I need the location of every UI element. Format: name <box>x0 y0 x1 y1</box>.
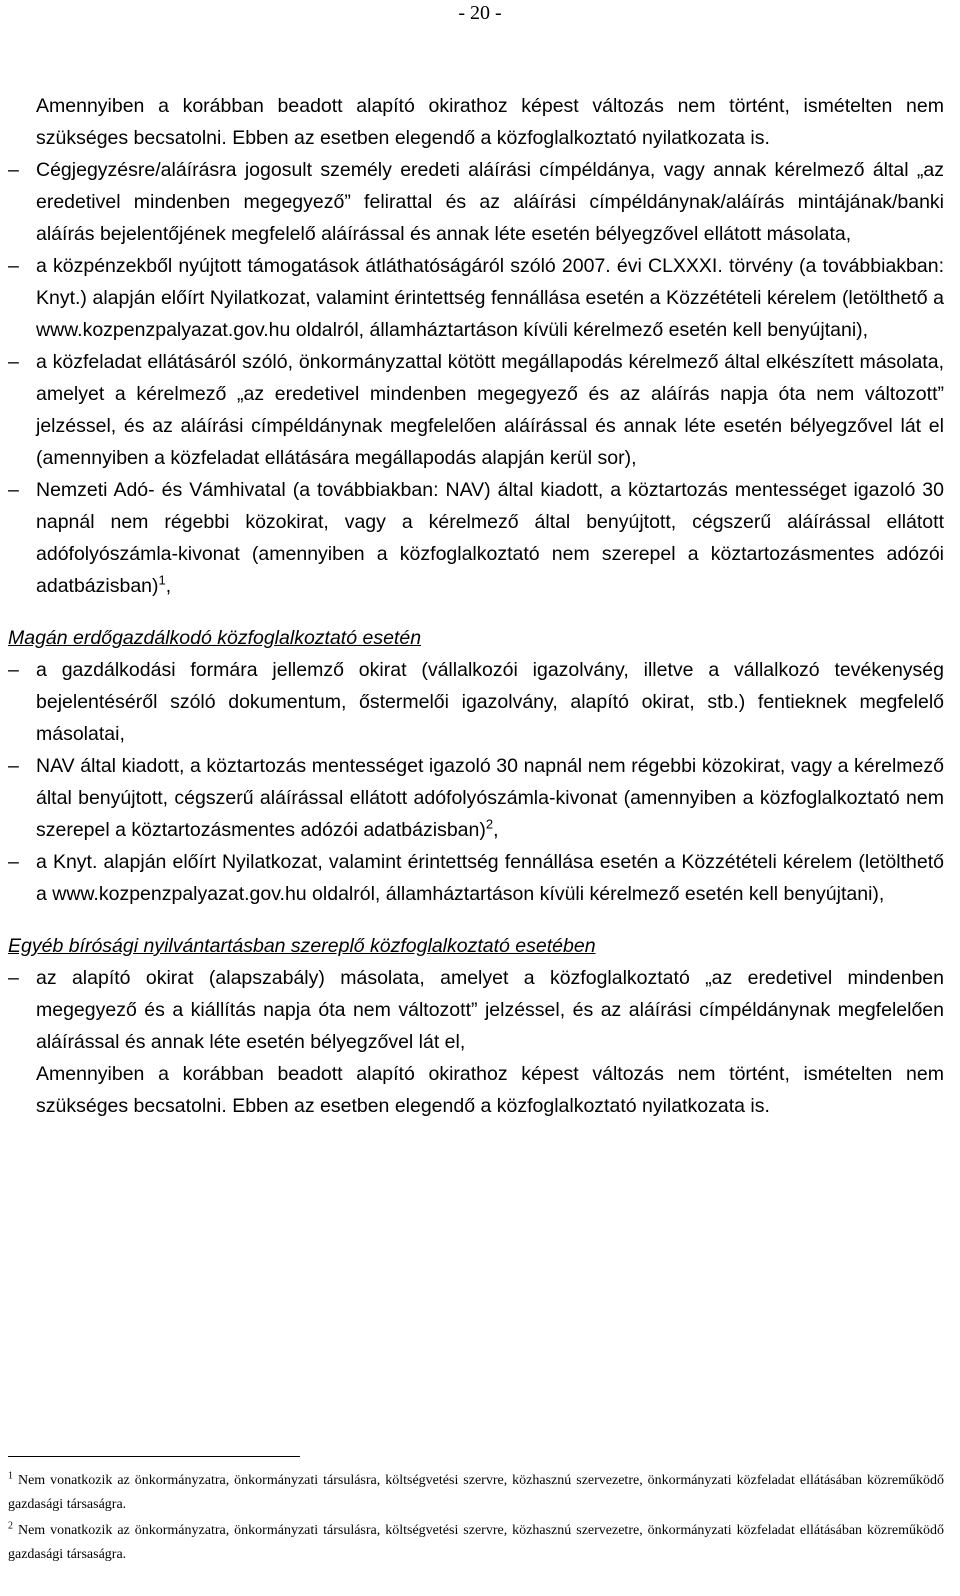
dash-bullet: – <box>8 159 19 181</box>
list-item-text: a közpénzekből nyújtott támogatások átláthatóságáról szóló 2007. évi CLXXXI. törvény (a továbbiakban: Knyt.) alapján előírt Nyilatkozat, valamint érintettség fennállása esetén a Közzétételi kérelem (letölthető a www.kozpenzpalyazat.gov.hu oldalról, államháztartáson kívüli kérelmező esetén kell benyújtani), <box>36 255 944 341</box>
section-list <box>8 962 944 1058</box>
footnotes <box>8 1456 944 1569</box>
dash-bullet: – <box>8 755 19 777</box>
page-number: - 20 - <box>458 2 502 24</box>
list-item-text: Cégjegyzésre/aláírásra jogosult személy eredeti aláírási címpéldánya, vagy annak kérelmező által „az eredetivel mindenben megegyező” felirattal és az aláírási címpéldánynak/aláírás mintájának/banki aláírás bejelentőjének megfelelő aláírással és annak léte esetén bélyegzővel ellátott másolata, <box>36 159 944 245</box>
list-item-text: NAV által kiadott, a köztartozás mentességet igazoló 30 napnál nem régebbi közokirat, vagy a kérelmező által benyújtott, cégszerű aláírással ellátott adófolyószámla-kivonat (amennyiben a közfoglalkoztató nem szerepel a köztartozásmentes adózói adatbázisban) <box>36 755 944 841</box>
footnote-ref[interactable]: 1 <box>158 572 166 588</box>
list-item <box>8 962 944 1058</box>
dash-bullet: – <box>8 659 19 681</box>
requirements-list <box>8 154 944 602</box>
footnote-separator <box>8 1456 300 1457</box>
list-item <box>8 346 944 474</box>
footnote-text: Nem vonatkozik az önkormányzatra, önkormányzati társulásra, költségvetési szervre, közhasznú szervezetre, önkormányzati közfeladat ellátásában közreműködő gazdasági társaságra. <box>8 1473 945 1512</box>
footnote-mark: 2 <box>8 1520 13 1532</box>
list-item <box>8 154 944 250</box>
footnote-ref[interactable]: 2 <box>485 816 494 832</box>
list-item <box>8 846 944 910</box>
section-heading: Magán erdőgazdálkodó közfoglalkoztató esetén <box>8 627 422 649</box>
closing-paragraph: Amennyiben a korábban beadott alapító okirathoz képest változás nem történt, ismételten nem szükséges becsatolni. Ebben az esetben elegendő a közfoglalkoztató nyilatkozata is. <box>36 1063 944 1117</box>
dash-bullet: – <box>8 351 19 373</box>
section-list <box>8 654 944 910</box>
list-item-text: az alapító okirat (alapszabály) másolata, amelyet a közfoglalkoztató „az eredetivel mindenben megegyező és a kiállítás napja óta nem változott” jelzéssel, és az aláírási címpéldánynak megfelelően aláírással és annak léte esetén bélyegzővel lát el, <box>36 967 944 1053</box>
list-item <box>8 474 944 602</box>
list-item <box>8 250 944 346</box>
document-body <box>8 90 944 1122</box>
list-item <box>8 654 944 750</box>
list-item-text: Nemzeti Adó- és Vámhivatal (a továbbiakban: NAV) által kiadott, a köztartozás mentességet igazoló 30 napnál nem régebbi közokirat, vagy a kérelmező által benyújtott, cégszerű aláírással ellátott adófolyószámla-kivonat (amennyiben a közfoglalkoztató nem szerepel a köztartozásmentes adózói adatbázisban) <box>36 479 944 597</box>
dash-bullet: – <box>8 255 19 277</box>
section-heading: Egyéb bírósági nyilvántartásban szereplő közfoglalkoztató esetében <box>8 935 596 957</box>
list-item-tail: , <box>165 575 172 597</box>
footnote <box>8 1469 944 1517</box>
list-item-text: a Knyt. alapján előírt Nyilatkozat, valamint érintettség fennállása esetén a Közzétételi kérelem (letölthető a www.kozpenzpalyazat.gov.hu oldalról, államháztartáson kívüli kérelmező esetén kell benyújtani), <box>36 851 944 905</box>
footnote-text: Nem vonatkozik az önkormányzatra, önkormányzati társulásra, költségvetési szervre, közhasznú szervezetre, önkormányzati közfeladat ellátásában közreműködő gazdasági társaságra. <box>8 1523 945 1562</box>
dash-bullet: – <box>8 967 19 989</box>
list-item-text: a közfeladat ellátásáról szóló, önkormányzattal kötött megállapodás kérelmező által elkészített másolata, amelyet a kérelmező „az eredetivel mindenben megegyező és az aláírás napja óta nem változott” jelzéssel, és az aláírási címpéldánynak megfelelően aláírással és annak léte esetén bélyegzővel lát el (amennyiben a közfeladat ellátására megállapodás alapján kerül sor), <box>36 351 944 469</box>
dash-bullet: – <box>8 851 19 873</box>
list-item-text: a gazdálkodási formára jellemző okirat (vállalkozói igazolvány, illetve a vállalkozó tevékenység bejelentéséről szóló dokumentum, őstermelői igazolvány, alapító okirat, stb.) fentieknek megfelelő másolatai, <box>36 659 944 745</box>
footnote-mark: 1 <box>8 1470 13 1482</box>
list-item-tail: , <box>493 819 499 841</box>
list-item <box>8 750 944 846</box>
intro-paragraph: Amennyiben a korábban beadott alapító okirathoz képest változás nem történt, ismételten nem szükséges becsatolni. Ebben az esetben elegendő a közfoglalkoztató nyilatkozata is. <box>36 95 944 149</box>
dash-bullet: – <box>8 479 19 501</box>
footnote <box>8 1519 944 1567</box>
